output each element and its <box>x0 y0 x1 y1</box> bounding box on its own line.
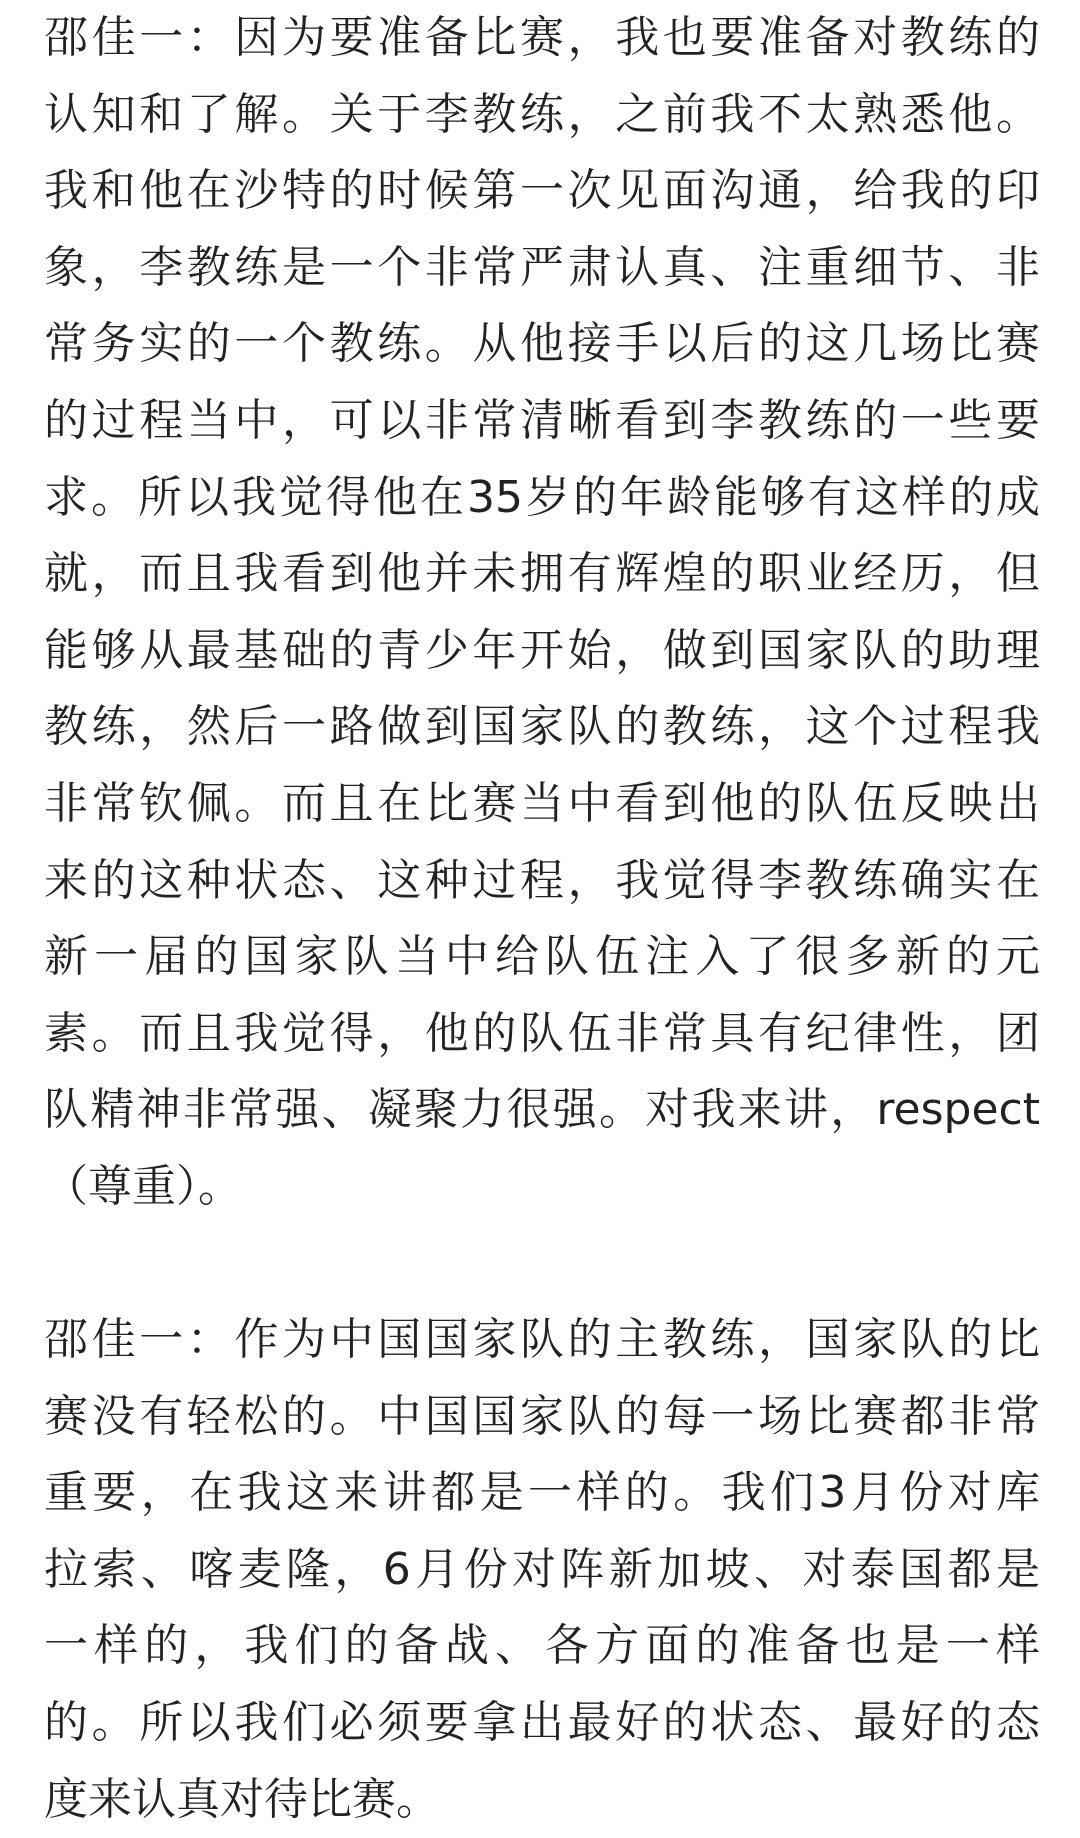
text-line: 的。所以我们必须要拿出最好的状态、最好的态 <box>44 1697 1040 1749</box>
text-line: 队精神非常强、凝聚力很强。对我来讲，respect <box>44 1084 1040 1136</box>
paragraph-2 <box>44 1302 1040 1824</box>
text-line: 邵佳一：作为中国国家队的主教练，国家队的比 <box>44 1314 1040 1366</box>
text-line: 新一届的国家队当中给队伍注入了很多新的元 <box>44 931 1040 983</box>
text-line: 我和他在沙特的时候第一次见面沟通，给我的印 <box>44 165 1040 217</box>
paragraph-1 <box>44 0 1040 1226</box>
text-line: 度来认真对待比赛。 <box>44 1773 440 1825</box>
article-body <box>44 0 1040 1825</box>
text-line: 认知和了解。关于李教练，之前我不太熟悉他。 <box>44 88 1040 140</box>
paragraph-spacer <box>44 1226 1040 1303</box>
text-line: 非常钦佩。而且在比赛当中看到他的队伍反映出 <box>44 777 1040 829</box>
text-line: （尊重）。 <box>44 1160 242 1212</box>
text-line: 一样的，我们的备战、各方面的准备也是一样 <box>44 1620 1040 1672</box>
text-line: 赛没有轻松的。中国国家队的每一场比赛都非常 <box>44 1390 1040 1442</box>
text-line: 拉索、喀麦隆，6月份对阵新加坡、对泰国都是 <box>44 1543 1040 1595</box>
text-line: 来的这种状态、这种过程，我觉得李教练确实在 <box>44 854 1040 906</box>
text-line: 就，而且我看到他并未拥有辉煌的职业经历，但 <box>44 548 1040 600</box>
text-line: 能够从最基础的青少年开始，做到国家队的助理 <box>44 624 1040 676</box>
text-line: 求。所以我觉得他在35岁的年龄能够有这样的成 <box>44 471 1040 523</box>
text-line: 教练，然后一路做到国家队的教练，这个过程我 <box>44 701 1040 753</box>
text-line: 象，李教练是一个非常严肃认真、注重细节、非 <box>44 241 1040 293</box>
text-line: 的过程当中，可以非常清晰看到李教练的一些要 <box>44 394 1040 446</box>
text-line: 素。而且我觉得，他的队伍非常具有纪律性，团 <box>44 1007 1040 1059</box>
text-line: 重要，在我这来讲都是一样的。我们3月份对库 <box>44 1467 1040 1519</box>
text-line: 常务实的一个教练。从他接手以后的这几场比赛 <box>44 318 1040 370</box>
text-line: 邵佳一：因为要准备比赛，我也要准备对教练的 <box>44 12 1040 63</box>
